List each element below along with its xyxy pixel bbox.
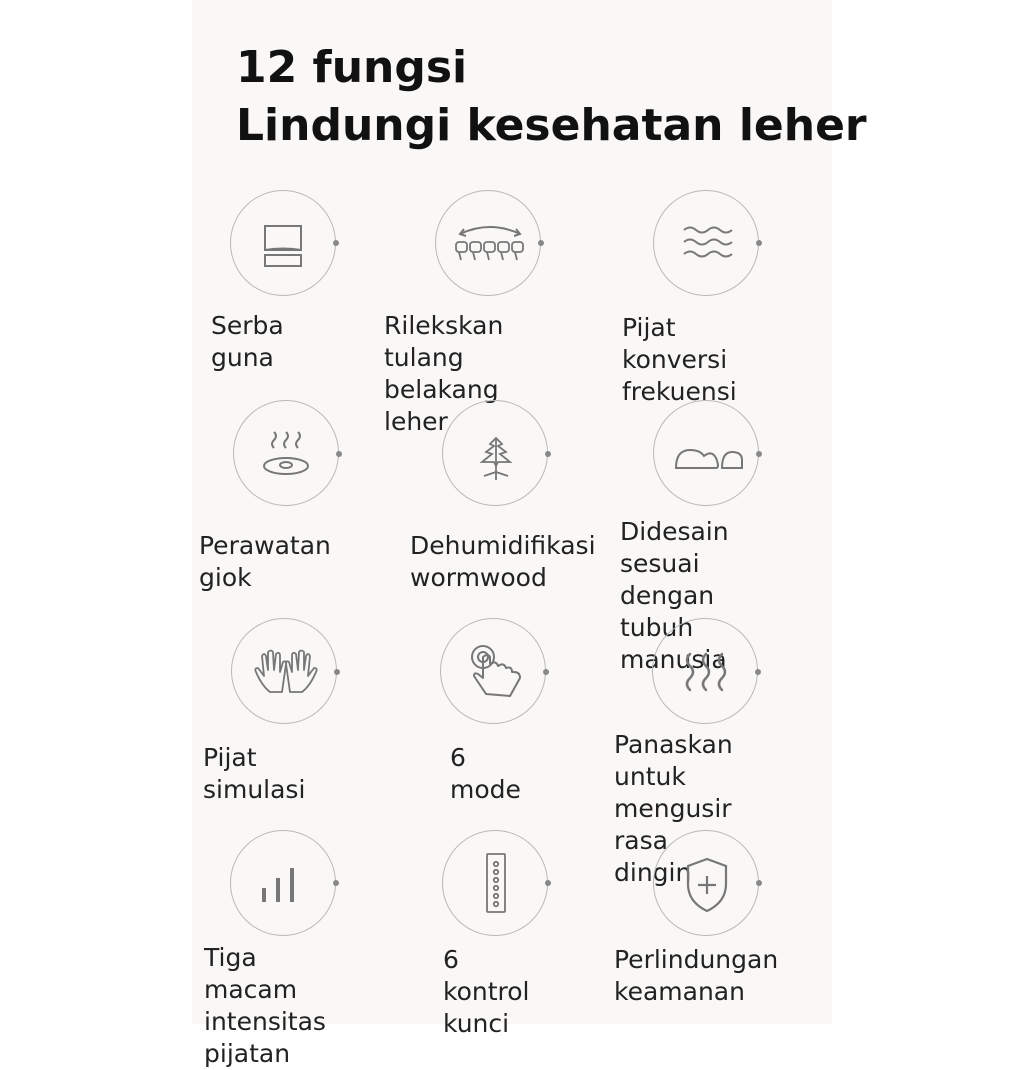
circle-dot [756, 451, 762, 457]
page-title: 12 fungsi [236, 42, 468, 93]
feature-label: Pijat simulasi [203, 743, 306, 804]
feature-label: Perawatan giok [199, 531, 331, 592]
circle-dot [545, 451, 551, 457]
feature-label: Pijat konversi frekuensi [622, 313, 737, 406]
pillow-icon [258, 220, 308, 270]
circle-dot [756, 880, 762, 886]
jade-icon [258, 428, 314, 480]
circle-dot [756, 240, 762, 246]
heat-icon [680, 650, 732, 694]
circle-dot [334, 669, 340, 675]
circle-dot [545, 880, 551, 886]
circle-dot [755, 669, 761, 675]
feature-label: 6 kontrol kunci [443, 945, 530, 1038]
feature-label: Perlindungan keamanan [614, 945, 779, 1006]
feature-label: Panaskan untuk mengusir rasa dingin [614, 730, 733, 887]
circle-dot [333, 880, 339, 886]
circle-dot [333, 240, 339, 246]
circle-dot [543, 669, 549, 675]
spine-icon [450, 220, 530, 270]
touch-finger-icon [466, 642, 526, 702]
circle-dot [336, 451, 342, 457]
feature-label: Dehumidifikasi wormwood [410, 531, 596, 592]
feature-label: Tiga macam intensitas pijatan [204, 943, 326, 1068]
control-panel-icon [484, 852, 508, 916]
feature-label: Didesain sesuai dengan tubuh manusia [620, 517, 729, 674]
hands-icon [252, 648, 320, 696]
wormwood-leaf-icon [468, 428, 524, 484]
wave-icon [682, 222, 734, 266]
circle-dot [538, 240, 544, 246]
page-subtitle: Lindungi kesehatan leher [236, 100, 867, 151]
shield-icon [684, 856, 730, 914]
feature-label: Rilekskan tulang belakang leher [384, 311, 504, 436]
feature-label: Serba guna [211, 311, 284, 372]
body-contour-icon [672, 440, 748, 474]
feature-label: 6 mode [450, 743, 521, 804]
intensity-bars-icon [258, 860, 308, 906]
